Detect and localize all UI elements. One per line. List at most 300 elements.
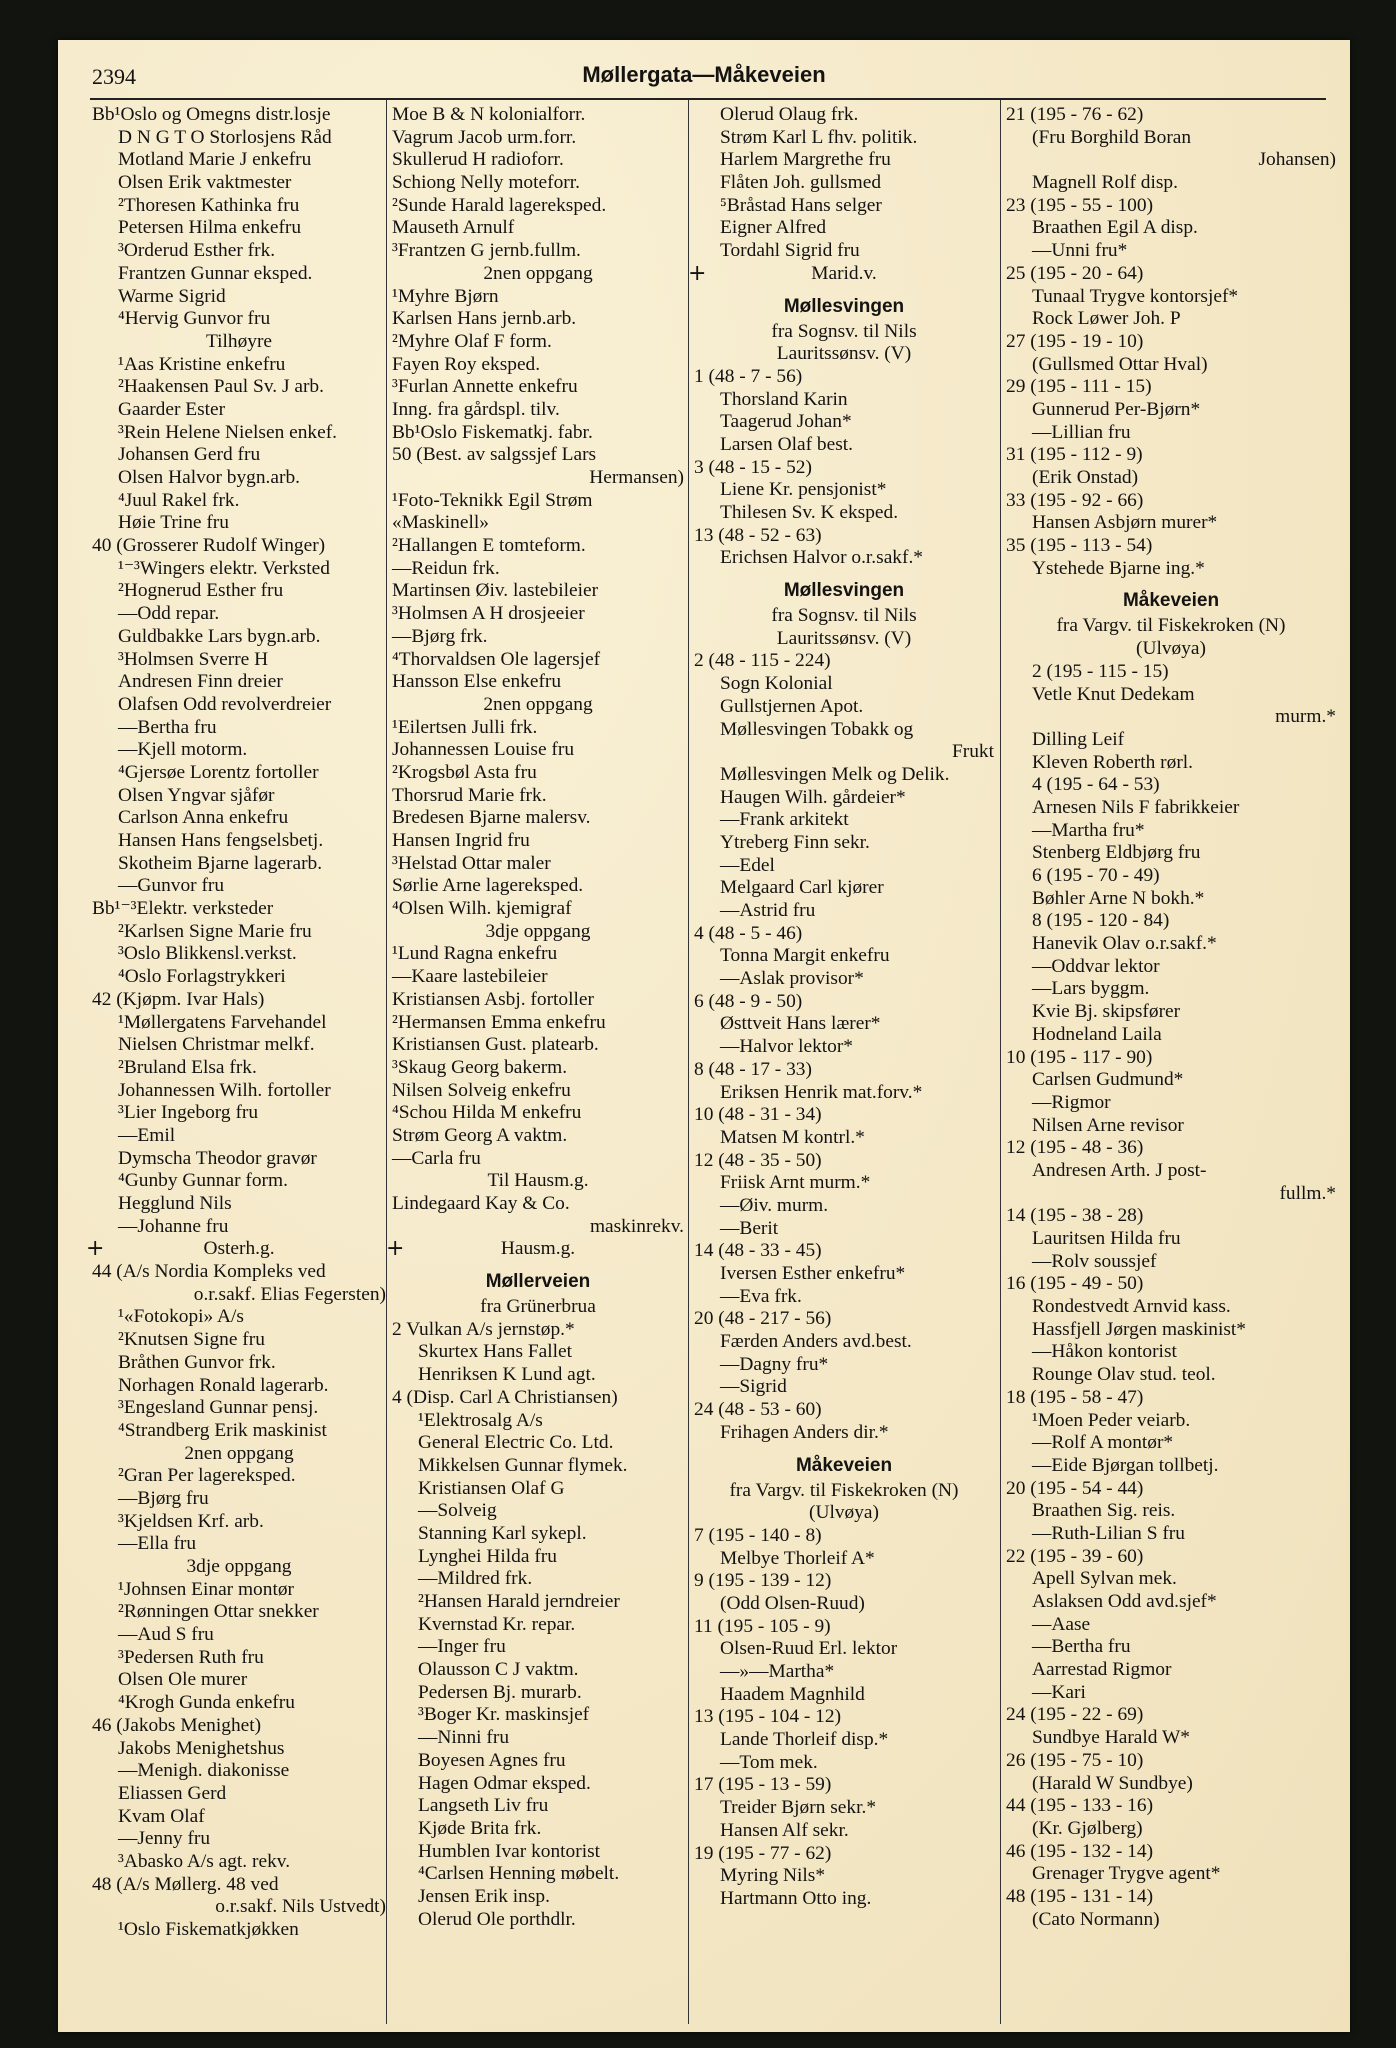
line-text: Hansson Else enkefru [392, 671, 562, 693]
directory-line [694, 149, 994, 172]
directory-line [392, 399, 684, 422]
directory-line [1006, 1818, 1336, 1841]
line-text: Kvie Bj. skipsfører [1032, 1001, 1181, 1023]
directory-line [694, 673, 994, 696]
directory-line [694, 1331, 994, 1354]
line-text: Ystehede Bjarne ing.* [1032, 557, 1205, 579]
line-text: 33 (195 - 92 - 66) [1006, 489, 1144, 511]
line-text: 46 (Jakobs Menighet) [92, 1714, 262, 1736]
line-text: o.r.sakf. Nils Ustvedt) [215, 1896, 386, 1918]
directory-line [694, 855, 994, 878]
directory-line [92, 1692, 386, 1715]
line-text: ⁴Gjersøe Lorentz fortoller [118, 761, 319, 783]
line-text: Sørlie Arne lagereksped. [392, 875, 584, 897]
line-text: Johansen) [1258, 149, 1336, 171]
line-text: Bb¹⁻³Elektr. verksteder [92, 898, 274, 920]
directory-line [92, 240, 386, 263]
directory-line [694, 1195, 994, 1218]
directory-line [392, 1080, 684, 1103]
directory-line [92, 1874, 386, 1897]
line-text: ⁴Carlsen Henning møbelt. [418, 1863, 620, 1885]
line-text: —Aslak provisor* [720, 968, 864, 990]
directory-line [1006, 1863, 1336, 1886]
line-text: Lauritssønsv. (V) [776, 627, 912, 649]
running-head: Møllergata—Måkeveien [582, 62, 826, 87]
line-text: ²Bruland Elsa frk. [118, 1056, 257, 1078]
line-text: Ytreberg Finn sekr. [720, 831, 870, 853]
directory-line [1006, 354, 1336, 377]
line-text: Møllesvingen Tobakk og [720, 718, 914, 740]
line-text: 12 (195 - 48 - 36) [1006, 1137, 1144, 1159]
directory-line [694, 172, 994, 195]
directory-line [392, 1523, 684, 1546]
line-text: Hagen Odmar eksped. [418, 1772, 591, 1794]
directory-line [694, 1752, 994, 1775]
directory-line [694, 741, 994, 764]
directory-line [1006, 195, 1336, 218]
line-text: Møllesvingen [783, 580, 905, 602]
directory-line [92, 921, 386, 944]
directory-line [694, 1104, 994, 1127]
directory-line [694, 240, 994, 263]
line-text: 50 (Best. av salgssjef Lars [392, 444, 597, 466]
line-text: Gaarder Ester [118, 398, 226, 420]
line-text: 23 (195 - 55 - 100) [1006, 194, 1154, 216]
directory-line [92, 286, 386, 309]
directory-line [1006, 1024, 1336, 1047]
line-text: 4 (Disp. Carl A Christiansen) [392, 1386, 618, 1408]
line-text: Jakobs Menighetshus [118, 1737, 285, 1759]
line-text: 2 (48 - 115 - 224) [694, 650, 831, 672]
directory-line [392, 1216, 684, 1239]
directory-line [92, 195, 386, 218]
line-text: —Menigh. diakonisse [118, 1760, 290, 1782]
directory-line [1006, 1092, 1336, 1115]
line-text: ¹Møllergatens Farvehandel [118, 1011, 327, 1033]
line-text: ³Holmsen Sverre H [118, 648, 269, 670]
directory-line [1006, 1228, 1336, 1251]
directory-line [1006, 1364, 1336, 1387]
line-text: Skullerud H radioforr. [392, 149, 564, 171]
directory-line [1006, 444, 1336, 467]
directory-line [1006, 127, 1336, 150]
line-text: —Håkon kontorist [1032, 1341, 1177, 1363]
directory-line [392, 1682, 684, 1705]
directory-line [392, 490, 684, 513]
column-2 [386, 104, 684, 1931]
directory-line [1006, 1704, 1336, 1727]
directory-line [92, 603, 386, 626]
directory-line [392, 467, 684, 490]
line-text: —Lillian fru [1032, 421, 1131, 443]
directory-line [92, 1783, 386, 1806]
line-text: —Rolv soussjef [1032, 1250, 1157, 1272]
line-text: 12 (48 - 35 - 50) [694, 1149, 822, 1171]
directory-line [694, 945, 994, 968]
line-text: Olausson C J vaktm. [418, 1659, 579, 1681]
directory-line [1006, 797, 1336, 820]
directory-line [694, 1888, 994, 1911]
line-text: Olsen Yngvar sjåfør [118, 784, 275, 806]
directory-line [392, 535, 684, 558]
directory-line [1006, 172, 1336, 195]
directory-line [92, 127, 386, 150]
line-text: (Ulvøya) [809, 1502, 879, 1524]
line-text: ²Krogsbøl Asta fru [392, 761, 537, 783]
directory-line [392, 943, 684, 966]
line-text: Thorsland Karin [720, 388, 848, 410]
line-text: Johansen Gerd fru [118, 444, 261, 466]
line-text: Haugen Wilh. gårdeier* [720, 786, 906, 808]
line-text: fra Grünerbrua [480, 1296, 596, 1318]
directory-line [86, 1236, 386, 1262]
cross-street-marker: + [386, 1236, 405, 1262]
line-text: 4 (48 - 5 - 46) [694, 922, 803, 944]
line-text: ⁴Juul Rakel frk. [118, 489, 240, 511]
line-text: —Halvor lektor* [720, 1036, 854, 1058]
line-text: fullm.* [1279, 1182, 1336, 1204]
directory-line [392, 331, 684, 354]
line-text: 14 (48 - 33 - 45) [694, 1240, 822, 1262]
directory-line [92, 1170, 386, 1193]
line-text: ³Furlan Annette enkefru [392, 376, 578, 398]
column-3 [688, 104, 994, 1911]
directory-line [92, 1760, 386, 1783]
line-text: ³Lier Ingeborg fru [118, 1102, 259, 1124]
directory-line [694, 1797, 994, 1820]
line-text: Kristiansen Asbj. fortoller [392, 988, 594, 1010]
line-text: Gullstjernen Apot. [720, 695, 864, 717]
directory-line [92, 1012, 386, 1035]
directory-line [1006, 910, 1336, 933]
directory-line [1006, 774, 1336, 797]
directory-line [694, 832, 994, 855]
directory-line [92, 263, 386, 286]
directory-line [1006, 331, 1336, 354]
line-text: —Mildred frk. [418, 1568, 533, 1590]
line-text: Olsen-Ruud Erl. lektor [720, 1638, 898, 1660]
directory-line [92, 1057, 386, 1080]
column-divider [1000, 100, 1001, 2024]
directory-line [392, 762, 684, 785]
line-text: Hodneland Laila [1032, 1023, 1162, 1045]
line-text: Langseth Liv fru [418, 1795, 549, 1817]
line-text: 4 (195 - 64 - 53) [1032, 774, 1160, 796]
page-header [58, 58, 1350, 92]
line-text: 1 (48 - 7 - 56) [694, 365, 803, 387]
directory-line [694, 1548, 994, 1571]
directory-line [694, 547, 994, 570]
line-text: —Bjørg frk. [392, 625, 488, 647]
directory-line [694, 1774, 994, 1797]
line-text: 25 (195 - 20 - 64) [1006, 262, 1144, 284]
directory-line [694, 877, 994, 900]
line-text: —Sigrid [720, 1376, 787, 1398]
directory-line [392, 1125, 684, 1148]
line-text: Kjøde Brita frk. [418, 1817, 542, 1839]
line-text: Bråthen Gunvor frk. [118, 1351, 276, 1373]
line-text: o.r.sakf. Elias Fegersten) [193, 1283, 386, 1305]
line-text: ²Hallangen E tomteform. [392, 535, 586, 557]
directory-line [694, 1172, 994, 1195]
line-text: Myring Nils* [720, 1865, 826, 1887]
directory-line [92, 558, 386, 581]
directory-line [392, 149, 684, 172]
directory-line [1006, 615, 1336, 638]
directory-line [392, 422, 684, 445]
directory-line [92, 649, 386, 672]
directory-line [92, 1329, 386, 1352]
line-text: 40 (Grosserer Rudolf Winger) [92, 535, 326, 557]
directory-line [1006, 1160, 1336, 1183]
line-text: 19 (195 - 77 - 62) [694, 1842, 832, 1864]
directory-line [92, 1488, 386, 1511]
directory-line [92, 966, 386, 989]
directory-line [694, 1286, 994, 1309]
directory-line [1006, 888, 1336, 911]
line-text: ³Frantzen G jernb.fullm. [392, 240, 581, 262]
directory-line [92, 1397, 386, 1420]
line-text: Frantzen Gunnar eksped. [118, 262, 313, 284]
line-text: ³Skaug Georg bakerm. [392, 1056, 568, 1078]
line-text: —Ella fru [118, 1533, 197, 1555]
directory-line [392, 966, 684, 989]
directory-line [92, 898, 386, 921]
street-heading [694, 286, 994, 321]
directory-line [92, 490, 386, 513]
line-text: 46 (195 - 132 - 14) [1006, 1840, 1154, 1862]
directory-line [92, 1034, 386, 1057]
line-text: Olsen Erik vaktmester [118, 172, 292, 194]
directory-line [92, 104, 386, 127]
directory-line [1006, 1069, 1336, 1092]
line-text: —Bjørg fru [118, 1487, 209, 1509]
line-text: —Reidun frk. [392, 557, 500, 579]
directory-line [694, 1616, 994, 1639]
line-text: ²Thoresen Kathinka fru [118, 194, 300, 216]
line-text: —Kari [1032, 1681, 1086, 1703]
directory-line [1006, 467, 1336, 490]
line-text: 3dje oppgang [485, 920, 591, 942]
directory-line [92, 1828, 386, 1851]
directory-line [694, 457, 994, 480]
directory-line [1006, 1205, 1336, 1228]
directory-line [1006, 1636, 1336, 1659]
line-text: (Erik Onstad) [1032, 467, 1139, 488]
line-text: —Ruth-Lilian S fru [1032, 1522, 1185, 1544]
line-text: Erichsen Halvor o.r.sakf.* [720, 547, 924, 569]
line-text: Melbye Thorleif A* [720, 1547, 875, 1569]
directory-line [92, 1102, 386, 1125]
directory-line [92, 717, 386, 740]
line-text: 11 (195 - 105 - 9) [694, 1615, 831, 1637]
directory-line [1006, 422, 1336, 445]
street-heading [1006, 580, 1336, 615]
line-text: 29 (195 - 111 - 15) [1006, 376, 1152, 398]
directory-line [92, 989, 386, 1012]
line-text: 7 (195 - 140 - 8) [694, 1524, 822, 1546]
directory-line [694, 525, 994, 548]
line-text: Johannessen Louise fru [392, 739, 575, 761]
line-text: ⁴Thorvaldsen Ole lagersjef [392, 648, 601, 670]
directory-line [1006, 558, 1336, 581]
directory-line [694, 366, 994, 389]
line-text: —Martha fru* [1032, 819, 1145, 841]
directory-line [92, 1465, 386, 1488]
line-text: 18 (195 - 58 - 47) [1006, 1386, 1144, 1408]
directory-line [694, 764, 994, 787]
line-text: Nilsen Solveig enkefru [392, 1079, 571, 1101]
directory-line [1006, 376, 1336, 399]
line-text: Johannessen Wilh. fortoller [118, 1079, 331, 1101]
line-text: Eriksen Henrik mat.forv.* [720, 1081, 923, 1103]
line-text: —Øiv. murm. [720, 1194, 829, 1216]
street-heading [694, 1445, 994, 1480]
directory-line [1006, 1319, 1336, 1342]
directory-line [392, 444, 684, 467]
directory-line [92, 308, 386, 331]
directory-line [392, 1886, 684, 1909]
directory-line [392, 1057, 684, 1080]
line-text: 2nen oppgang [483, 262, 593, 284]
line-text: Moe B & N kolonialforr. [392, 104, 586, 125]
line-text: Jensen Erik insp. [418, 1885, 550, 1907]
line-text: Iversen Esther enkefru* [720, 1263, 906, 1284]
line-text: Hanevik Olav o.r.sakf.* [1032, 933, 1217, 955]
directory-line [92, 1261, 386, 1284]
directory-line [1006, 1750, 1336, 1773]
directory-line [694, 1706, 994, 1729]
directory-line [694, 1422, 994, 1445]
street-heading [392, 1261, 684, 1296]
directory-line [392, 830, 684, 853]
directory-line [92, 853, 386, 876]
directory-line [92, 1284, 386, 1307]
directory-line [392, 1410, 684, 1433]
line-text: Treider Bjørn sekr.* [720, 1797, 877, 1819]
line-text: fra Vargv. til Fiskekroken (N) [1056, 615, 1286, 637]
column-4 [1006, 104, 1336, 1931]
line-text: Hegglund Nils [118, 1193, 232, 1214]
line-text: ¹Moen Peder veiarb. [1032, 1409, 1191, 1431]
directory-line [392, 1478, 684, 1501]
line-text: (Harald W Sundbye) [1032, 1772, 1193, 1794]
line-text: Mikkelsen Gunnar flymek. [418, 1454, 628, 1476]
line-text: ⁴Oslo Forlagstrykkeri [118, 966, 286, 988]
column-1 [86, 104, 386, 1942]
directory-line [694, 1082, 994, 1105]
line-text: Thilesen Sv. K eksped. [720, 502, 899, 523]
directory-line [694, 434, 994, 457]
line-text: Tilhøyre [205, 330, 273, 352]
line-text: ¹Johnsen Einar montør [118, 1578, 294, 1600]
directory-line [694, 991, 994, 1014]
line-text: Larsen Olaf best. [720, 433, 853, 455]
line-text: ³Abasko A/s agt. rekv. [118, 1850, 291, 1872]
directory-line [1006, 1568, 1336, 1591]
directory-line [392, 127, 684, 150]
directory-line [92, 172, 386, 195]
line-text: Olafsen Odd revolverdreier [118, 693, 332, 715]
directory-line [92, 1556, 386, 1579]
directory-line [392, 1727, 684, 1750]
directory-line [392, 1319, 684, 1342]
line-text: Karlsen Hans jernb.arb. [392, 308, 577, 330]
line-text: ²Hognerud Esther fru [118, 580, 284, 602]
line-text: Flåten Joh. gullsmed [720, 172, 882, 194]
directory-line [1006, 684, 1336, 707]
line-text: Sundbye Harald W* [1032, 1727, 1190, 1749]
directory-line [694, 1399, 994, 1422]
line-text: —Bertha fru [1032, 1636, 1131, 1658]
line-text: ⁴Gunby Gunnar form. [118, 1170, 288, 1192]
directory-line [694, 411, 994, 434]
line-text: Taagerud Johan* [720, 411, 852, 433]
line-text: Olsen Halvor bygn.arb. [118, 467, 301, 488]
line-text: Nilsen Arne revisor [1032, 1114, 1184, 1136]
directory-line [694, 809, 994, 832]
directory-line [92, 1738, 386, 1761]
line-text: —»—Martha* [720, 1661, 835, 1682]
line-text: ¹Aas Kristine enkefru [118, 353, 286, 375]
line-text: —Eide Bjørgan tollbetj. [1032, 1454, 1219, 1476]
line-text: Vagrum Jacob urm.forr. [392, 126, 577, 148]
line-text: —Frank arkitekt [720, 809, 849, 831]
directory-line [1006, 1296, 1336, 1319]
directory-line [1006, 490, 1336, 513]
line-text: —Lars byggm. [1032, 978, 1150, 1000]
line-text: ¹Foto-Teknikk Egil Strøm [392, 489, 593, 511]
directory-line [92, 1375, 386, 1398]
directory-line [392, 1568, 684, 1591]
line-text: ²Rønningen Ottar snekker [118, 1601, 319, 1623]
cross-street-marker: + [688, 260, 707, 286]
directory-line [1006, 1273, 1336, 1296]
line-text: ¹Elektrosalg A/s [418, 1409, 543, 1431]
directory-line [392, 376, 684, 399]
directory-line [392, 1296, 684, 1319]
directory-line [694, 900, 994, 923]
line-text: Bb¹Oslo og Omegns distr.losje [92, 104, 331, 125]
directory-line [1006, 729, 1336, 752]
line-text: Rounge Olav stud. teol. [1032, 1364, 1216, 1386]
line-text: —Jenny fru [118, 1828, 211, 1850]
directory-line [392, 1170, 684, 1193]
directory-line [92, 1443, 386, 1466]
line-text: 27 (195 - 19 - 10) [1006, 330, 1144, 352]
directory-line [694, 1480, 994, 1503]
line-text: ¹Oslo Fiskematkjøkken [118, 1919, 299, 1940]
directory-line [392, 1614, 684, 1637]
line-text: —Bertha fru [118, 716, 217, 738]
directory-line [392, 580, 684, 603]
line-text: Guldbakke Lars bygn.arb. [118, 625, 321, 647]
directory-line [694, 1525, 994, 1548]
directory-line [1006, 1183, 1336, 1206]
line-text: Bb¹Oslo Fiskematkj. fabr. [392, 421, 593, 443]
directory-line [694, 696, 994, 719]
line-text: 20 (195 - 54 - 44) [1006, 1477, 1144, 1499]
line-text: 2 Vulkan A/s jernstøp.* [392, 1318, 575, 1340]
directory-line [392, 1341, 684, 1364]
line-text: 2nen oppgang [184, 1442, 294, 1464]
line-text: ²Haakensen Paul Sv. J arb. [118, 376, 324, 398]
directory-line [392, 1034, 684, 1057]
directory-line [92, 422, 386, 445]
line-text: Boyesen Agnes fru [418, 1749, 566, 1771]
directory-line [694, 1036, 994, 1059]
directory-line [392, 1818, 684, 1841]
